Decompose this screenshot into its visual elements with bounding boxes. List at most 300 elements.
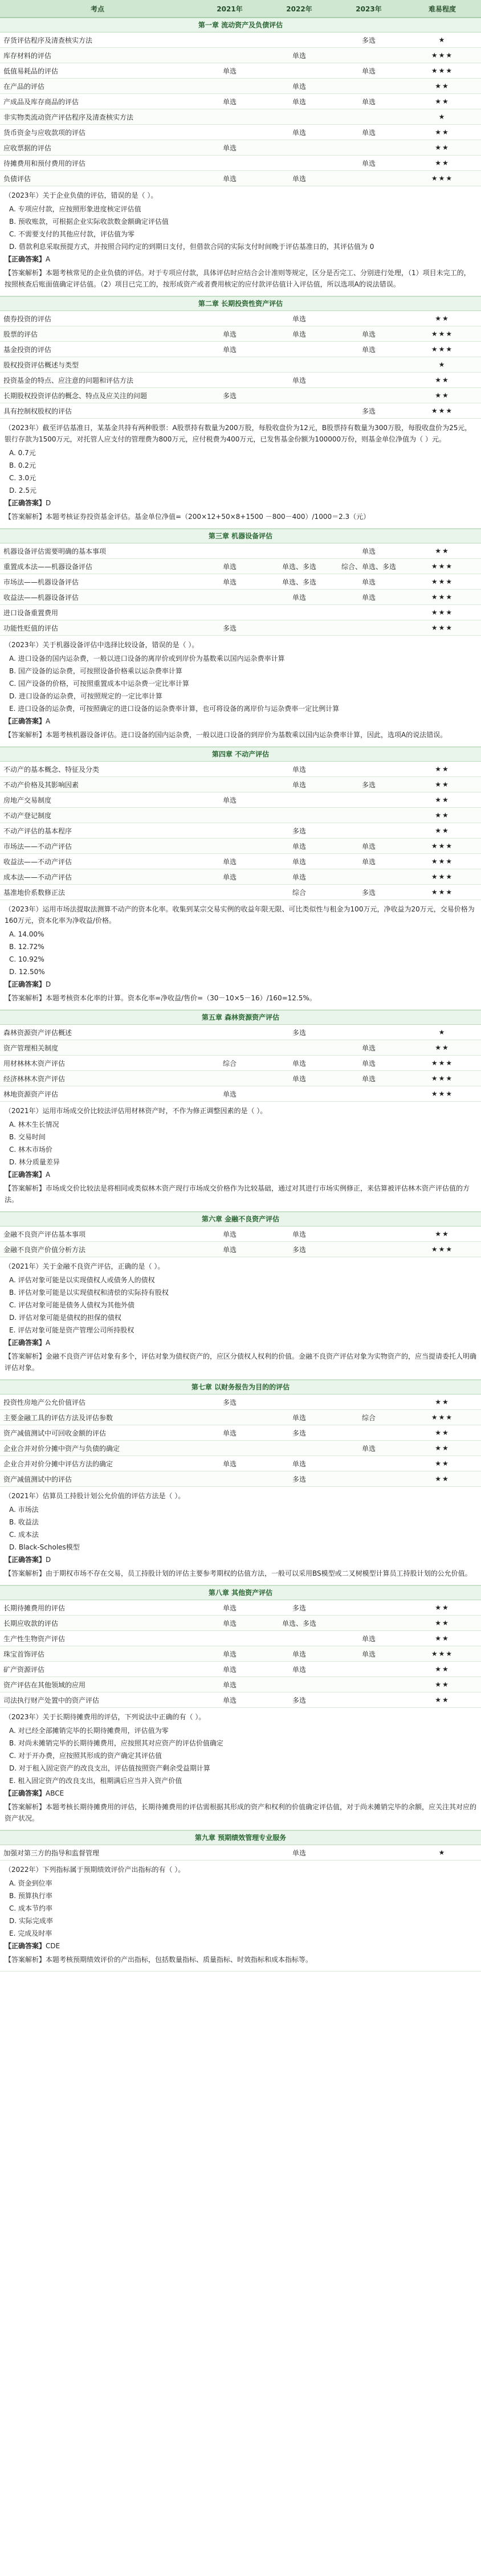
table-row [0, 1395, 481, 1410]
difficulty-stars: ★★ [435, 82, 450, 90]
cell-2021: 单选 [222, 1619, 237, 1628]
topic-cell: 资产管理相关制度 [3, 1044, 59, 1052]
cell-2021: 综合 [222, 1059, 237, 1068]
topic-cell: 基准地价系数修正法 [3, 888, 66, 897]
difficulty-stars: ★★★ [431, 873, 454, 881]
chapter-title: 第九章 预期绩效管理专业服务 [0, 1830, 481, 1845]
difficulty-stars: ★ [438, 361, 446, 369]
cell-2022: 单选 [292, 593, 306, 602]
difficulty-stars: ★★ [435, 128, 450, 136]
cell-2021: 单选 [222, 1090, 237, 1098]
cell-2021: 单选 [222, 144, 237, 152]
cell-2022: 单选 [292, 376, 306, 385]
cell-2021: 单选 [222, 1665, 237, 1674]
cell-2022: 单选 [292, 97, 306, 106]
table-row [0, 388, 481, 403]
difficulty-stars: ★★★ [431, 330, 454, 338]
cell-2021: 多选 [222, 1398, 237, 1406]
cell-2023: 单选 [361, 330, 376, 338]
cell-2021: 单选 [222, 1245, 237, 1254]
table-row [0, 1662, 481, 1677]
option-text: C. 10.92% [9, 955, 44, 963]
analysis-text: 【答案解析】本题考核常见的企业负债的评估。对于专项应付款，具体评估时应结合会计准则等规定，区分是否完工、分别进行处理，（1）项目未完工的，按照核查后账面值确定评估值。（2）项目已完工的，按形成资产或者费用核定的应付款评估值计入评估值，所以选项A的说法错误。 [5, 269, 471, 288]
cell-2022: 单选 [292, 1665, 306, 1674]
topic-cell: 房地产交易制度 [3, 796, 52, 804]
difficulty-stars: ★★ [435, 765, 450, 773]
topic-cell: 股权投资评估概述与类型 [3, 361, 79, 369]
cell-2023: 单选 [361, 345, 376, 354]
option-text: C. 成本节约率 [9, 1904, 53, 1912]
content [0, 18, 481, 1972]
topic-cell: 库存材料的评估 [3, 51, 52, 60]
difficulty-stars: ★★★ [431, 593, 454, 601]
table-row [0, 1677, 481, 1692]
option-text: B. 12.72% [9, 943, 44, 951]
answer-line [5, 1788, 476, 1799]
cell-2022: 单选 [292, 1650, 306, 1658]
cell-2023: 单选 [361, 593, 376, 602]
option-text: B. 国产设备的运杂费，可按照设备价格乘以运杂费率计算 [9, 667, 182, 675]
cell-2021: 单选 [222, 174, 237, 183]
topic-cell: 珠宝首饰评估 [3, 1650, 45, 1658]
header-2021: 2021年 [217, 5, 243, 13]
answer-label: 【正确答案】 [5, 1339, 46, 1347]
topic-cell: 市场法——机器设备评估 [3, 578, 79, 586]
difficulty-stars: ★★ [435, 144, 450, 152]
option-text: D. 2.5元 [9, 486, 36, 494]
table-row [0, 171, 481, 186]
analysis-text: 【答案解析】本题考核长期待摊费用的评估，长期待摊费用的评估需根据其形成的资产和权利的价值确定评估值，对于尚未摊销完毕的余额，应关注其对应的资产状况。 [5, 1803, 477, 1822]
cell-2023: 单选 [361, 857, 376, 866]
table-row [0, 1631, 481, 1646]
cell-2022: 单选 [292, 1074, 306, 1083]
question-text: （2021年）运用市场成交价比较法评估用材林资产时，不作为修正调整因素的是（ ）。 [5, 1107, 267, 1115]
question-text: （2021年）估算员工持股计划公允价值的评估方法是（ ）。 [5, 1492, 185, 1500]
option-text: C. 林木市场价 [9, 1146, 53, 1154]
topic-cell: 不动产评估的基本程序 [3, 827, 72, 835]
header-2022: 2022年 [286, 5, 312, 13]
header-2023: 2023年 [356, 5, 382, 13]
topic-cell: 重置成本法——机器设备评估 [3, 562, 93, 571]
option-text: B. 对尚未摊销完毕的长期待摊费用，应按照其对应资产的评估价值确定 [9, 1739, 223, 1747]
table-row [0, 1471, 481, 1487]
cell-2023: 多选 [361, 36, 376, 44]
option-text: A. 0.7元 [9, 449, 36, 457]
option-text: A. 对已经全部摊销完毕的长期待摊费用，评估值为零 [9, 1727, 169, 1735]
cell-2022: 多选 [292, 1696, 306, 1704]
cell-2022: 单选 [292, 51, 306, 60]
option-text: D. 借款利息采取预提方式，并按照合同约定的到期日支付，但借款合同的实际支付时间晚于评估基准日的，其评估值为 0 [9, 243, 374, 251]
topic-cell: 生产性生物资产评估 [3, 1634, 66, 1643]
table-row [0, 1425, 481, 1441]
question-block [0, 636, 481, 747]
topic-cell: 金融不良资产评估基本事项 [3, 1230, 86, 1238]
table-row [0, 762, 481, 777]
table-row [0, 357, 481, 373]
table-row [0, 543, 481, 559]
cell-2022: 多选 [292, 1429, 306, 1437]
option-text: A. 林木生长情况 [9, 1121, 59, 1128]
table-row [0, 63, 481, 79]
topic-cell: 司法执行财产处置中的资产评估 [3, 1696, 100, 1704]
option-text: B. 收益法 [9, 1518, 39, 1526]
cell-2023: 单选 [361, 547, 376, 555]
cell-2022: 单选、多选 [282, 1619, 316, 1628]
cell-2021: 单选 [222, 345, 237, 354]
answer-line [5, 253, 476, 265]
answer-label: 【正确答案】 [5, 255, 46, 263]
topic-cell: 债券投资的评估 [3, 314, 52, 323]
question-block [0, 1708, 481, 1830]
cell-2023: 多选 [361, 888, 376, 897]
cell-2021: 单选 [222, 1650, 237, 1658]
cell-2021: 多选 [222, 624, 237, 632]
table-row [0, 1056, 481, 1071]
cell-2023: 单选 [361, 67, 376, 75]
difficulty-stars: ★★★ [431, 1074, 454, 1082]
analysis-text: 【答案解析】金融不良资产评估对象有多个，评估对象为债权资产的，应区分债权人权利的价值。金融不良资产评估对象为实物资产的，应当提请委托人明确评估对象。 [5, 1352, 477, 1372]
difficulty-stars: ★★ [435, 1429, 450, 1437]
topic-cell: 企业合并对价分摊中评估方法的确定 [3, 1459, 113, 1468]
topic-cell: 在产品的评估 [3, 82, 45, 91]
difficulty-stars: ★ [438, 1849, 446, 1857]
topic-cell: 低值易耗品的评估 [3, 67, 59, 75]
option-text: D. 进口设备的运杂费，可按照规定的一定比率计算 [9, 692, 162, 700]
table-row [0, 1071, 481, 1086]
chapter-title: 第二章 长期投资性资产评估 [0, 296, 481, 311]
difficulty-stars: ★★★ [431, 345, 454, 353]
difficulty-stars: ★ [438, 36, 446, 44]
difficulty-stars: ★★ [435, 1398, 450, 1406]
cell-2023: 单选 [361, 1444, 376, 1453]
option-text: D. 实际完成率 [9, 1917, 53, 1925]
difficulty-stars: ★★ [435, 97, 450, 105]
cell-2021: 单选 [222, 562, 237, 571]
table-row [0, 373, 481, 388]
topic-cell: 用材林林木资产评估 [3, 1059, 66, 1068]
option-text: E. 进口设备的运杂费，可按照确定的进口设备的运杂费率计算，也可将设备的离岸价与运杂费率一定比例计算 [9, 705, 340, 713]
cell-2022: 多选 [292, 1245, 306, 1254]
table-row [0, 885, 481, 900]
question-block [0, 900, 481, 1010]
question-text: （2023年）关于机器设备评估中选择比较设备，错误的是（ ）。 [5, 641, 199, 649]
table-row [0, 620, 481, 636]
cell-2022: 单选 [292, 765, 306, 774]
answer-line [5, 1940, 476, 1952]
cell-2023: 单选 [361, 1044, 376, 1052]
difficulty-stars: ★★ [435, 1044, 450, 1052]
difficulty-stars: ★★★ [431, 608, 454, 616]
table-row [0, 808, 481, 823]
question-block [0, 1861, 481, 1972]
cell-2023: 综合、单选、多选 [341, 562, 396, 571]
table-row [0, 109, 481, 125]
table-row [0, 1242, 481, 1257]
option-text: B. 预收账款，可根据企业实际收款数金额确定评估值 [9, 218, 169, 226]
option-text: C. 成本法 [9, 1531, 39, 1539]
difficulty-stars: ★★ [435, 1230, 450, 1238]
answer-label: 【正确答案】 [5, 1556, 46, 1564]
chapter-title: 第七章 以财务报告为目的的评估 [0, 1380, 481, 1395]
topic-cell: 林地资源资产评估 [3, 1090, 59, 1098]
table-row [0, 1692, 481, 1708]
analysis-text: 【答案解析】市场成交价比较法是将相同或类似林木资产现行市场成交价格作为比较基础，通过对其进行市场实例修正，来估算被评估林木资产评估值的方法。 [5, 1184, 470, 1204]
table-row [0, 1226, 481, 1242]
option-text: B. 0.2元 [9, 461, 36, 469]
table-row [0, 48, 481, 63]
answer-label: 【正确答案】 [5, 499, 46, 507]
difficulty-stars: ★★★ [431, 174, 454, 182]
difficulty-stars: ★★★ [431, 1059, 454, 1067]
question-text: （2021年）关于金融不良资产评估，正确的是（ ）。 [5, 1262, 165, 1270]
table-row [0, 777, 481, 792]
difficulty-stars: ★★ [435, 1459, 450, 1467]
table-row [0, 574, 481, 590]
table-row [0, 1410, 481, 1425]
cell-2023: 综合 [361, 1413, 376, 1422]
cell-2023: 单选 [361, 1634, 376, 1643]
table-row [0, 1845, 481, 1861]
option-text: E. 完成及时率 [9, 1929, 52, 1937]
chapter-title: 第六章 金融不良资产评估 [0, 1212, 481, 1226]
difficulty-stars: ★ [438, 1028, 446, 1036]
table-row [0, 1456, 481, 1471]
table-row [0, 1616, 481, 1631]
topic-cell: 非实物类流动资产评估程序及清查核实方法 [3, 113, 134, 121]
topic-cell: 收益法——机器设备评估 [3, 593, 79, 602]
difficulty-stars: ★★ [435, 1604, 450, 1612]
question-text: （2023年）运用市场法提取法测算不动产的资本化率。收集到某宗交易实例的收益年限无限、可比类似性与租金为100万元，净收益为20万元，交易价格为160万元，资本化率为净收益/价格。 [5, 905, 475, 925]
table-row [0, 342, 481, 357]
answer-line [5, 1337, 476, 1348]
difficulty-stars: ★★ [435, 314, 450, 322]
answer-value: A [46, 1171, 51, 1179]
difficulty-stars: ★★★ [431, 1650, 454, 1658]
table-row [0, 1086, 481, 1102]
difficulty-stars: ★★ [435, 796, 450, 804]
table-row [0, 156, 481, 171]
option-text: B. 评估对象可能是以实现债权和清偿的实际持有股权 [9, 1289, 169, 1297]
analysis-text: 【答案解析】由于期权市场不存在交易，员工持股计划的评估主要参考期权的估值方法，一般可以采用BS模型或二叉树模型计算员工持股计划的公允价值。 [5, 1569, 472, 1577]
difficulty-stars: ★★ [435, 1444, 450, 1452]
answer-label: 【正确答案】 [5, 717, 46, 725]
difficulty-stars: ★★ [435, 827, 450, 835]
answer-value: D [46, 1556, 51, 1564]
difficulty-stars: ★★ [435, 376, 450, 384]
cell-2022: 多选 [292, 1475, 306, 1483]
topic-cell: 森林资源资产评估概述 [3, 1028, 72, 1037]
answer-label: 【正确答案】 [5, 1942, 46, 1950]
cell-2021: 单选 [222, 796, 237, 804]
chapter-title: 第四章 不动产评估 [0, 747, 481, 762]
table-row [0, 94, 481, 109]
table-row [0, 869, 481, 885]
cell-2023: 单选 [361, 1059, 376, 1068]
topic-cell: 负债评估 [3, 174, 31, 183]
topic-cell: 收益法——不动产评估 [3, 857, 72, 866]
difficulty-stars: ★★★ [431, 857, 454, 865]
cell-2022: 单选 [292, 780, 306, 789]
cell-2022: 多选 [292, 827, 306, 835]
analysis-text: 【答案解析】本题考核机器设备评估。进口设备的国内运杂费，一般以进口设备的到岸价为基数乘以国内运杂费率计算，因此，选项A的说法错误。 [5, 731, 447, 739]
option-text: E. 租入固定资产的改良支出，租期满后应当并入资产价值 [9, 1777, 182, 1785]
analysis-text: 【答案解析】本题考核证券投资基金评估。基金单位净值=（200×12+50×8+1500 －800－400）/1000＝2.3（元） [5, 513, 370, 521]
question-text: （2022年）下列指标属于预期绩效评价产出指标的有（ ）。 [5, 1866, 185, 1874]
cell-2022: 单选、多选 [282, 562, 316, 571]
option-text: C. 不需要支付的其他应付款，评估值为零 [9, 230, 135, 238]
option-text: D. 评估对象可能是债权的担保的债权 [9, 1314, 121, 1322]
difficulty-stars: ★★ [435, 780, 450, 788]
answer-line [5, 979, 476, 990]
cell-2023: 单选 [361, 159, 376, 167]
difficulty-stars: ★★★ [431, 888, 454, 896]
cell-2023: 单选 [361, 1650, 376, 1658]
cell-2021: 单选 [222, 1429, 237, 1437]
difficulty-stars: ★★★ [431, 842, 454, 850]
question-block [0, 1257, 481, 1380]
difficulty-stars: ★★★ [431, 1090, 454, 1098]
table-row [0, 559, 481, 574]
option-text: D. Black-Scholes模型 [9, 1543, 80, 1551]
cell-2021: 单选 [222, 873, 237, 881]
difficulty-stars: ★★★ [431, 624, 454, 632]
question-block [0, 1102, 481, 1212]
topic-cell: 企业合并对价分摊中资产与负债的确定 [3, 1444, 120, 1453]
difficulty-stars: ★★★ [431, 562, 454, 570]
option-text: C. 评估对象可能是债务人债权为其他外债 [9, 1301, 135, 1309]
cell-2022: 单选 [292, 314, 306, 323]
option-text: D. 12.50% [9, 968, 45, 976]
topic-cell: 资产减值测试中的评估 [3, 1475, 72, 1483]
table-row [0, 1025, 481, 1040]
topic-cell: 投资基金的特点、应注意的问题和评估方法 [3, 376, 134, 385]
difficulty-stars: ★★ [435, 159, 450, 167]
table-row [0, 1646, 481, 1662]
option-text: C. 3.0元 [9, 474, 36, 482]
cell-2022: 单选 [292, 1059, 306, 1068]
answer-line [5, 715, 476, 727]
cell-2022: 单选 [292, 857, 306, 866]
cell-2021: 单选 [222, 1696, 237, 1704]
table-row [0, 79, 481, 94]
table-row [0, 792, 481, 808]
answer-value: A [46, 255, 51, 263]
answer-label: 【正确答案】 [5, 1171, 46, 1179]
difficulty-stars: ★ [438, 113, 446, 121]
cell-2021: 单选 [222, 578, 237, 586]
answer-value: D [46, 980, 51, 988]
chapter-title: 第三章 机器设备评估 [0, 529, 481, 543]
question-block [0, 419, 481, 529]
header-topic: 考点 [90, 5, 104, 13]
cell-2022: 单选 [292, 82, 306, 91]
cell-2023: 单选 [361, 97, 376, 106]
difficulty-stars: ★★★ [431, 1245, 454, 1253]
cell-2022: 单选 [292, 873, 306, 881]
cell-2022: 单选 [292, 330, 306, 338]
table-row [0, 590, 481, 605]
topic-cell: 股票的评估 [3, 330, 38, 338]
answer-line [5, 1169, 476, 1180]
answer-line [5, 1554, 476, 1565]
question-block [0, 1487, 481, 1585]
topic-cell: 加强对第三方的指导和监督管理 [3, 1849, 100, 1857]
table-row [0, 311, 481, 326]
cell-2021: 多选 [222, 391, 237, 400]
difficulty-stars: ★★★ [431, 1413, 454, 1421]
header-difficulty: 难易程度 [428, 5, 456, 13]
question-text: （2023年）关于长期待摊费用的评估，下列说法中正确的有（ ）。 [5, 1713, 206, 1721]
cell-2023: 单选 [361, 842, 376, 851]
table-row [0, 326, 481, 342]
chapter-title: 第一章 流动资产及负债评估 [0, 18, 481, 32]
cell-2021: 单选 [222, 1230, 237, 1238]
answer-label: 【正确答案】 [5, 1789, 46, 1797]
answer-value: A [46, 717, 51, 725]
difficulty-stars: ★★ [435, 1634, 450, 1642]
cell-2021: 单选 [222, 1604, 237, 1612]
option-text: A. 资金到位率 [9, 1879, 52, 1887]
table-row [0, 403, 481, 419]
table-row [0, 1040, 481, 1056]
difficulty-stars: ★★ [435, 1475, 450, 1483]
cell-2022: 单选 [292, 1413, 306, 1422]
table-row [0, 605, 481, 620]
option-text: A. 评估对象可能是以实现债权人或债务人的债权 [9, 1276, 155, 1284]
topic-cell: 不动产登记制度 [3, 811, 52, 820]
cell-2022: 单选、多选 [282, 578, 316, 586]
chapter-title: 第八章 其他资产评估 [0, 1585, 481, 1600]
answer-value: D [46, 499, 51, 507]
cell-2022: 单选 [292, 1459, 306, 1468]
cell-2023: 多选 [361, 780, 376, 789]
topic-cell: 基金投资的评估 [3, 345, 52, 354]
topic-cell: 功能性贬值的评估 [3, 624, 59, 632]
difficulty-stars: ★★★ [431, 578, 454, 586]
question-block [0, 186, 481, 296]
difficulty-stars: ★★★ [431, 407, 454, 415]
topic-cell: 主要金融工具的评估方法及评估参数 [3, 1413, 113, 1422]
table-row [0, 854, 481, 869]
difficulty-stars: ★★ [435, 1696, 450, 1704]
question-text: （2023年）截至评估基准日，某基金共持有两种股票：A股票持有数量为200万股，每股收盘价为12元，B股票持有数量为300万股，每股收盘价为25元，银行存款为1500万元，对托管人应支付的管理费为800万元，应付税费为400万元，已发售基金份额为100000万份，则基金单位净值为（ ）元。 [5, 424, 472, 443]
topic-cell: 应收票据的评估 [3, 144, 52, 152]
topic-cell: 待摊费用和预付费用的评估 [3, 159, 86, 167]
cell-2022: 多选 [292, 1604, 306, 1612]
cell-2021: 单选 [222, 1459, 237, 1468]
topic-cell: 不动产价格及其影响因素 [3, 780, 79, 789]
cell-2021: 单选 [222, 67, 237, 75]
cell-2022: 多选 [292, 1028, 306, 1037]
topic-cell: 不动产的基本概念、特征及分类 [3, 765, 100, 774]
option-text: C. 国产设备的价格，可按照重置成本中运杂费一定比率计算 [9, 680, 190, 688]
option-text: D. 对于租入固定资产的改良支出，评估值按照资产剩余受益期计算 [9, 1764, 210, 1772]
topic-cell: 具有控制权股权的评估 [3, 407, 72, 415]
topic-cell: 经济林林木资产评估 [3, 1074, 66, 1083]
difficulty-stars: ★★ [435, 811, 450, 819]
cell-2022: 单选 [292, 1230, 306, 1238]
cell-2022: 单选 [292, 174, 306, 183]
table-row [0, 823, 481, 839]
topic-cell: 金融不良资产价值分析方法 [3, 1245, 86, 1254]
difficulty-stars: ★★ [435, 1665, 450, 1673]
cell-2021: 单选 [222, 97, 237, 106]
option-text: A. 14.00% [9, 930, 44, 938]
topic-cell: 长期待摊费用的评估 [3, 1604, 66, 1612]
cell-2022: 单选 [292, 842, 306, 851]
option-text: D. 林分质量差异 [9, 1158, 60, 1166]
cell-2023: 单选 [361, 128, 376, 137]
